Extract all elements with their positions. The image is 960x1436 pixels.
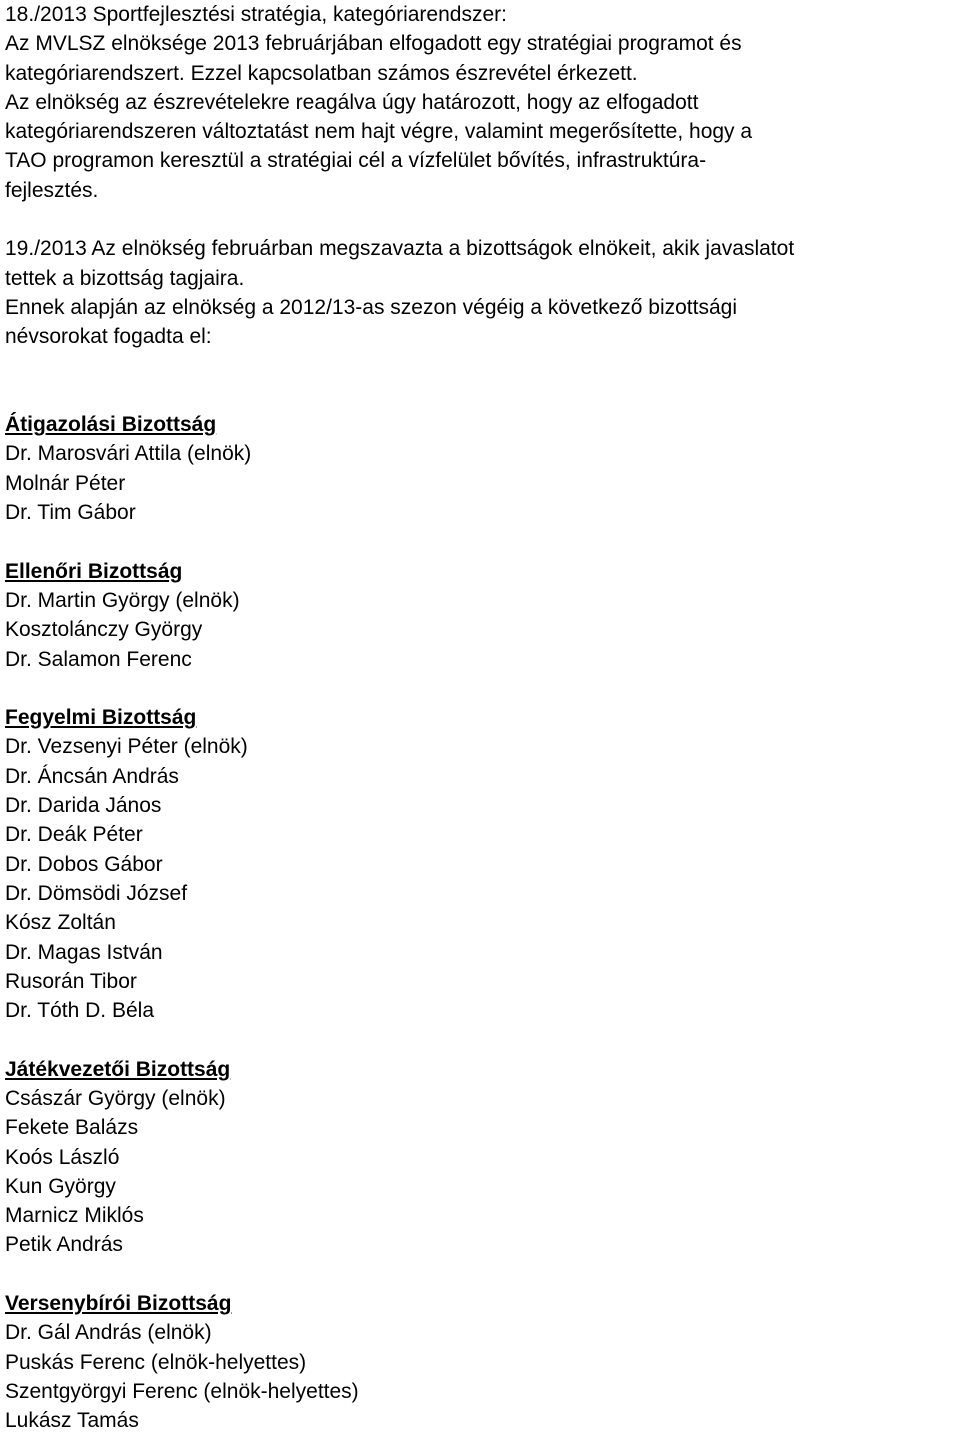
committee-member: Molnár Péter — [5, 471, 126, 495]
document-page — [5, 0, 960, 1436]
committee-member: Dr. Deák Péter — [5, 823, 143, 847]
committee-title: Fegyelmi Bizottság — [5, 706, 197, 730]
decision-line: Ennek alapján az elnökség a 2012/13-as szezon végéig a következő bizottsági — [5, 295, 737, 319]
committee-member: Dr. Tóth D. Béla — [5, 999, 155, 1023]
committee-member: Szentgyörgyi Ferenc (elnök-helyettes) — [5, 1379, 359, 1403]
committee-competition-judges — [5, 1289, 960, 1435]
committee-member: Dr. Magas István — [5, 940, 163, 964]
intro-paragraph — [5, 0, 960, 205]
intro-line: TAO programon keresztül a stratégiai cél a vízfelület bővítés, infrastruktúra- — [5, 149, 707, 173]
committee-member: Dr. Dömsödi József — [5, 881, 188, 905]
committee-member: Koós László — [5, 1145, 120, 1169]
decision-line: 19./2013 Az elnökség februárban megszavazta a bizottságok elnökeit, akik javaslatot — [5, 237, 795, 261]
spacer — [5, 352, 960, 411]
committee-member: Lukász Tamás — [5, 1409, 139, 1433]
decision-line: névsorokat fogadta el: — [5, 325, 212, 349]
spacer — [5, 205, 960, 234]
committee-member: Dr. Dobos Gábor — [5, 852, 163, 876]
committee-referee — [5, 1055, 960, 1260]
committee-member: Dr. Tim Gábor — [5, 501, 136, 525]
committee-member: Császár György (elnök) — [5, 1086, 226, 1110]
committee-member: Kun György — [5, 1174, 116, 1198]
committee-member: Dr. Marosvári Attila (elnök) — [5, 442, 252, 466]
committee-member: Dr. Salamon Ferenc — [5, 647, 192, 671]
committee-transfer — [5, 410, 960, 527]
committee-member: Dr. Gál András (elnök) — [5, 1321, 212, 1345]
committee-audit — [5, 557, 960, 674]
committee-title: Játékvezetői Bizottság — [5, 1057, 231, 1081]
committee-member: Dr. Martin György (elnök) — [5, 588, 240, 612]
committee-title: Versenybírói Bizottság — [5, 1292, 232, 1316]
decision-19-paragraph — [5, 234, 960, 351]
committee-member: Dr. Áncsán András — [5, 764, 179, 788]
committee-member: Kósz Zoltán — [5, 911, 116, 935]
committee-title: Ellenőri Bizottság — [5, 559, 183, 583]
committee-title: Átigazolási Bizottság — [5, 413, 217, 437]
committee-member: Dr. Darida János — [5, 794, 162, 818]
intro-line: 18./2013 Sportfejlesztési stratégia, kategóriarendszer: — [5, 3, 507, 26]
intro-line: Az MVLSZ elnöksége 2013 februárjában elfogadott egy stratégiai programot és — [5, 32, 742, 56]
committee-member: Marnicz Miklós — [5, 1204, 144, 1228]
intro-line: kategóriarendszeren változtatást nem hajt végre, valamint megerősítette, hogy a — [5, 120, 753, 144]
intro-line: kategóriarendszert. Ezzel kapcsolatban számos észrevétel érkezett. — [5, 61, 638, 85]
intro-line: Az elnökség az észrevételekre reagálva úgy határozott, hogy az elfogadott — [5, 90, 699, 114]
committee-member: Rusorán Tibor — [5, 969, 137, 993]
committee-member: Dr. Vezsenyi Péter (elnök) — [5, 735, 248, 759]
committee-member: Fekete Balázs — [5, 1116, 139, 1140]
intro-line: fejlesztés. — [5, 178, 99, 202]
committee-member: Petik András — [5, 1233, 123, 1257]
decision-line: tettek a bizottság tagjaira. — [5, 266, 245, 290]
committee-member: Puskás Ferenc (elnök-helyettes) — [5, 1350, 307, 1374]
committee-disciplinary — [5, 703, 960, 1025]
committee-member: Kosztolánczy György — [5, 618, 203, 642]
